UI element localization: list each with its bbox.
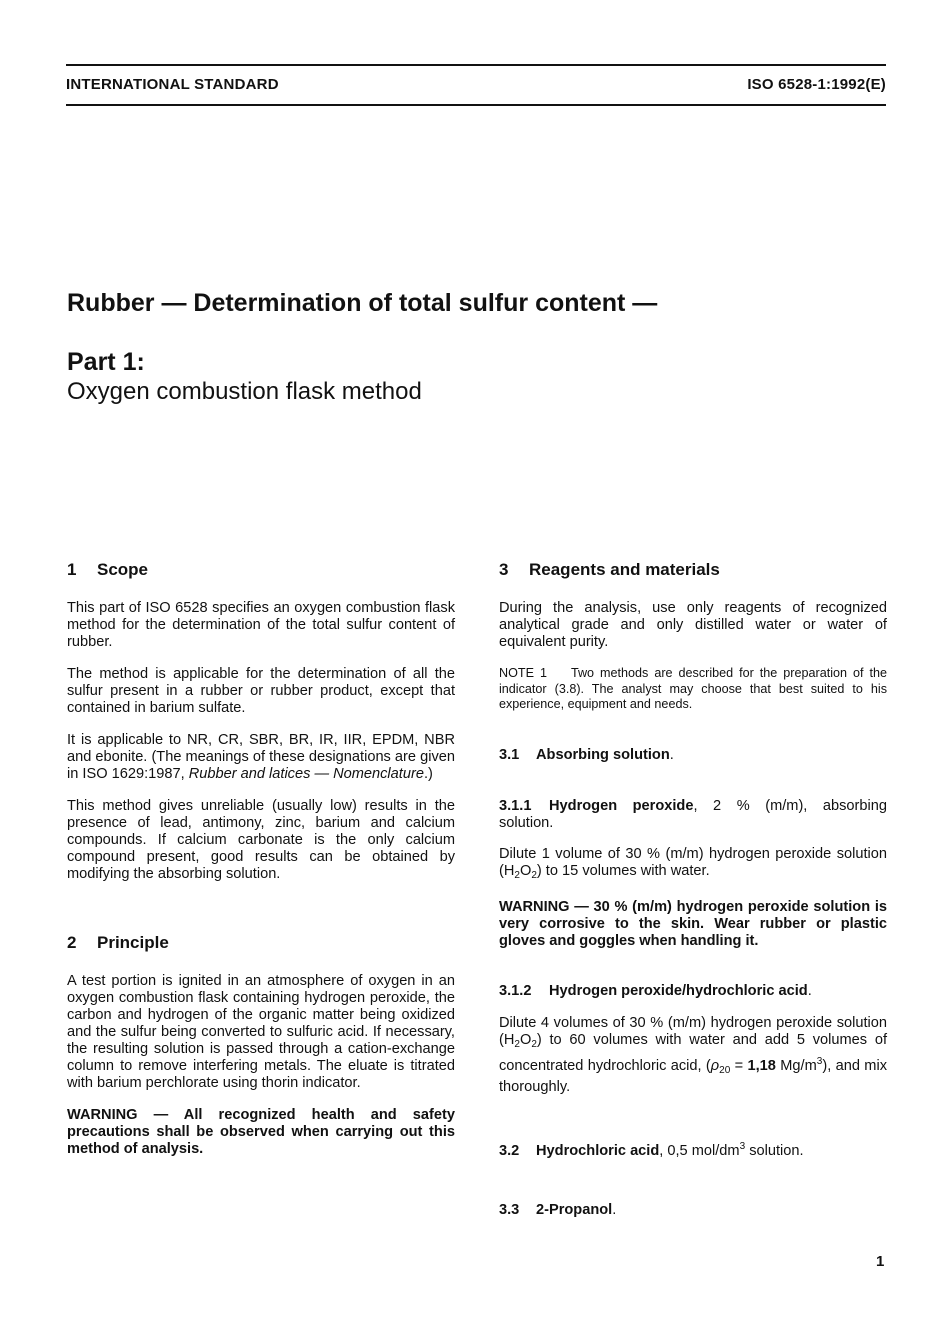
scope-paragraph-1: This part of ISO 6528 specifies an oxygen combustion flask method for the determination of the total sulfur content of rubber. xyxy=(67,600,455,650)
header-rule xyxy=(66,104,886,106)
subsection-3-1: 3.1 Absorbing solution. xyxy=(499,746,674,763)
principle-paragraph: A test portion is ignited in an atmosphere of oxygen in an oxygen combustion flask containing hydrogen peroxide, the carbon and hydrogen of the organic matter being oxidized and the sulfur being converted to sulfuric acid. If necessary, the resulting solution is passed through a cation-exchange column to remove interfering metals. The eluate is titrated with barium perchlorate using thorin indicator. xyxy=(67,973,455,1091)
section-reagents-heading: 3 Reagents and materials xyxy=(499,560,720,579)
left-column xyxy=(67,560,455,1158)
header-doc-number: ISO 6528-1:1992(E) xyxy=(747,76,886,93)
part-title: Oxygen combustion flask method xyxy=(67,378,422,405)
part-number: Part 1: xyxy=(67,348,145,376)
header-standard-label: INTERNATIONAL STANDARD xyxy=(66,76,279,93)
scope-paragraph-2: The method is applicable for the determination of all the sulfur present in a rubber or rubber product, except that contained in barium sulfate. xyxy=(67,666,455,716)
page-number: 1 xyxy=(876,1253,885,1270)
section-scope-heading: 1 Scope xyxy=(67,560,149,579)
subsection-3-2: 3.2 Hydrochloric acid, 0,5 mol/$dm^3$ solution. xyxy=(499,1140,804,1159)
subsection-3-1-2: 3.1.2 Hydrogen peroxide/hydrochloric acid. xyxy=(499,982,812,999)
section-principle-heading: 2 Principle xyxy=(67,933,169,952)
scope-paragraph-4: This method gives unreliable (usually low) results in the presence of lead, antimony, zinc, barium and calcium compounds. If calcium carbonate is the only calcium compound present, good results can be obtained by modifying the absorbing solution. xyxy=(67,798,455,882)
right-column xyxy=(499,560,887,1219)
document-title: Rubber — Determination of total sulfur content — xyxy=(67,289,658,317)
principle-warning: WARNING — All recognized health and safety precautions shall be observed when carrying out this method of analysis. xyxy=(67,1107,455,1157)
note-1: NOTE 1 Two methods are described for the preparation of the indicator (3.8). The analyst may choose that best suited to his experience, equipment and needs. xyxy=(499,666,888,711)
subsection-3-1-1-warning: WARNING — 30 % (m/m) hydrogen peroxide solution is very corrosive to the skin. Wear rubber or plastic gloves and goggles when handling it. xyxy=(499,898,887,949)
top-rule xyxy=(66,64,886,66)
subsection-3-1-1: 3.1.1 Hydrogen peroxide, 2 % (m/m), absorbing solution. xyxy=(499,797,887,831)
scope-paragraph-3: It is applicable to NR, CR, SBR, BR, IR, IIR, EPDM, NBR and ebonite. (The meanings of these designations are given in ISO 1629:1987, Rubber and latices — Nomenclature.) xyxy=(67,732,455,782)
subsection-3-3: 3.3 2-Propanol. xyxy=(499,1201,617,1218)
subsection-3-1-2-text: Dilute 4 volumes of 30 % (m/m) hydrogen peroxide solution $(H_2O_2)$ to 60 volumes with water and add 5 volumes of concentrated hydrochloric acid, ($\rho_{20} = 1,18$ $Mg/m^3$), and mix thoroughly. xyxy=(499,1014,887,1095)
reagents-paragraph: During the analysis, use only reagents of recognized analytical grade and only distilled water or water of equivalent purity. xyxy=(499,600,887,650)
subsection-3-1-1-text: Dilute 1 volume of 30 % (m/m) hydrogen peroxide solution $(H_2O_2)$ to 15 volumes with water. xyxy=(499,845,887,881)
